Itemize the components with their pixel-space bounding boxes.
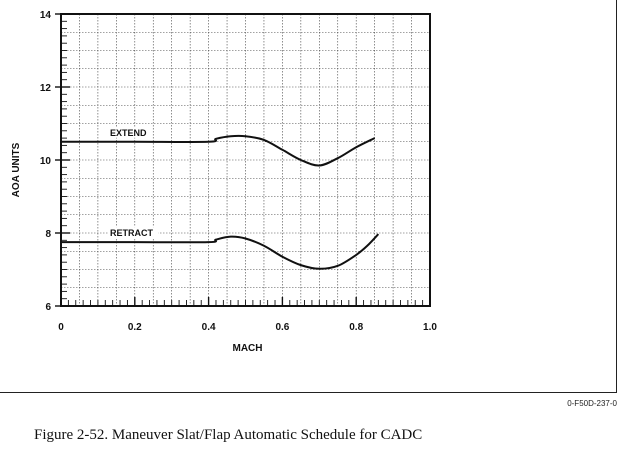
y-tick-label: 12 (39, 83, 51, 94)
x-tick-label: 0 (58, 322, 64, 333)
x-tick-label: 1.0 (423, 322, 437, 333)
tick-labels (40, 10, 438, 333)
x-axis-label: MACH (232, 343, 263, 354)
x-tick-label: 0.6 (275, 322, 290, 333)
y-tick-label: 10 (39, 156, 51, 167)
x-tick-label: 0.8 (349, 322, 364, 333)
y-tick-label: 8 (45, 229, 51, 240)
grid (61, 14, 430, 306)
figure-reference-code: 0-F50D-237-0 (567, 399, 617, 408)
series-label-retract: RETRACT (110, 228, 153, 239)
y-tick-label: 6 (45, 302, 51, 313)
x-tick-label: 0.2 (127, 322, 142, 333)
series-lines (61, 136, 378, 269)
y-axis-label: AOA UNITS (11, 142, 22, 198)
series-line-retract (61, 234, 378, 269)
series-annotations (108, 127, 158, 238)
x-tick-label: 0.4 (201, 322, 216, 333)
series-label-extend: EXTEND (110, 127, 147, 138)
y-tick-label: 14 (39, 10, 51, 21)
series-line-extend (61, 136, 375, 166)
figure-caption: Figure 2-52. Maneuver Slat/Flap Automatic Schedule for CADC (34, 427, 423, 443)
